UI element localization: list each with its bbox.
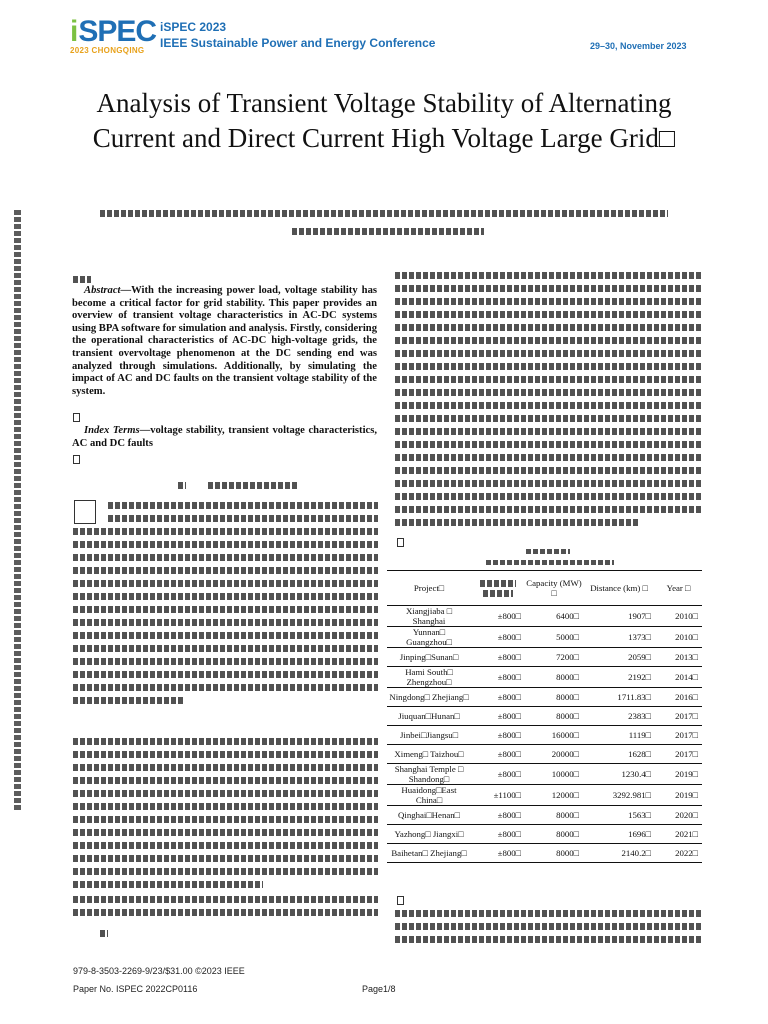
col-header-distance: Distance (km) □: [583, 571, 655, 606]
garbled-text-line: [395, 454, 702, 461]
garbled-text-line: [395, 506, 702, 513]
paragraph-mark: [73, 455, 80, 464]
cell-year: 2020□: [655, 806, 702, 825]
garbled-text-line: [395, 376, 702, 383]
cell-year: 2014□: [655, 667, 702, 688]
table-row: [387, 627, 702, 648]
col-header-project: Project□: [387, 571, 471, 606]
garbled-text-line: [395, 923, 702, 930]
cell-distance: 1119□: [583, 726, 655, 745]
cell-project: Yazhong□ Jiangxi□: [387, 825, 471, 844]
conference-short-name: iSPEC 2023: [160, 20, 227, 34]
cell-capacity: 8000□: [525, 707, 583, 726]
garbled-text-line: [73, 619, 378, 626]
cell-capacity: 10000□: [525, 764, 583, 785]
cell-distance: 1628□: [583, 745, 655, 764]
cell-distance: 1907□: [583, 606, 655, 627]
garbled-text-line: [395, 337, 702, 344]
garbled-text-line: [73, 658, 378, 665]
garbled-text-line: [73, 738, 378, 745]
garbled-text-line: [73, 593, 378, 600]
cell-year: 2013□: [655, 648, 702, 667]
cell-project: Ningdong□ Zhejiang□: [387, 688, 471, 707]
footer-page-number: Page1/8: [362, 984, 396, 994]
garbled-text-line: [73, 790, 378, 797]
garbled-text-line: [73, 881, 263, 888]
abstract-text: With the increasing power load, voltage stability has become a critical factor for grid stability. This paper provides an overview of transient voltage characteristics in AC-DC systems using BPA software for simulation and analysis. Firstly, considering the operational characteristics of AC-DC high-voltage grids, the transient overvoltage phenomenon at the DC sending end was analyzed through simulations. Additionally, by simulating the impact of AC and DC faults on the transient voltage stability of the system.: [72, 285, 377, 397]
garbled-text-line: [395, 910, 702, 917]
index-terms: Index Terms—voltage stability, transient voltage characteristics, AC and DC faults: [72, 425, 377, 449]
cell-year: 2017□: [655, 726, 702, 745]
table-row: [387, 688, 702, 707]
cell-distance: 2140.2□: [583, 844, 655, 863]
garbled-text-line: [73, 751, 378, 758]
section-heading: [208, 482, 298, 489]
garbled-text-line: [395, 480, 702, 487]
cell-voltage: ±800□: [471, 825, 525, 844]
footer-isbn: 979-8-3503-2269-9/23/$31.00 ©2023 IEEE: [73, 966, 245, 976]
table-row: [387, 825, 702, 844]
table-row: [387, 726, 702, 745]
cell-voltage: ±800□: [471, 688, 525, 707]
garbled-text-line: [395, 298, 702, 305]
cell-distance: 2192□: [583, 667, 655, 688]
table-row: [387, 648, 702, 667]
table-caption-number: [526, 549, 570, 554]
garbled-text-line: [73, 697, 183, 704]
cell-year: 2016□: [655, 688, 702, 707]
cell-capacity: 12000□: [525, 785, 583, 806]
cell-voltage: ±1100□: [471, 785, 525, 806]
cell-voltage: ±800□: [471, 606, 525, 627]
garbled-text-line: [395, 519, 640, 526]
cell-capacity: 8000□: [525, 806, 583, 825]
garbled-text-line: [73, 842, 378, 849]
garbled-text-line: [395, 324, 702, 331]
cell-capacity: 8000□: [525, 825, 583, 844]
cell-voltage: ±800□: [471, 764, 525, 785]
table-row: [387, 764, 702, 785]
col-header-capacity: Capacity (MW) □: [525, 571, 583, 606]
cell-year: 2010□: [655, 606, 702, 627]
garbled-text-line: [395, 285, 702, 292]
garbled-text-line: [395, 363, 702, 370]
cell-voltage: ±800□: [471, 667, 525, 688]
garbled-text-line: [395, 428, 702, 435]
paragraph-mark: [397, 538, 404, 547]
garbled-text-line: [395, 402, 702, 409]
cell-project: Huaidong□East China□: [387, 785, 471, 806]
cell-distance: 1696□: [583, 825, 655, 844]
garbled-text-line: [73, 829, 378, 836]
cell-capacity: 6400□: [525, 606, 583, 627]
garbled-text-line: [73, 764, 378, 771]
cell-project: Shanghai Temple □ Shandong□: [387, 764, 471, 785]
garbled-text-line: [73, 645, 378, 652]
table-row: [387, 785, 702, 806]
cell-distance: 1711.83□: [583, 688, 655, 707]
index-terms-text: voltage stability, transient voltage characteristics, AC and DC faults: [72, 425, 377, 449]
cell-distance: 1563□: [583, 806, 655, 825]
garbled-text-line: [73, 777, 378, 784]
col-header-voltage: [471, 571, 525, 606]
cell-voltage: ±800□: [471, 707, 525, 726]
garbled-text-line: [108, 502, 378, 509]
paragraph-mark: [397, 896, 404, 905]
table-row: [387, 606, 702, 627]
table-row: [387, 667, 702, 688]
cell-voltage: ±800□: [471, 627, 525, 648]
cell-project: Hami South□ Zhengzhou□: [387, 667, 471, 688]
cell-year: 2022□: [655, 844, 702, 863]
garbled-text-line: [108, 515, 378, 522]
cell-capacity: 5000□: [525, 627, 583, 648]
cell-capacity: 8000□: [525, 844, 583, 863]
author-line-1: [100, 210, 668, 217]
cell-capacity: 8000□: [525, 667, 583, 688]
abstract-label: Abstract: [84, 285, 121, 296]
garbled-text-line: [73, 567, 378, 574]
drop-cap: [74, 500, 96, 524]
garbled-text-line: [395, 441, 702, 448]
garbled-text-line: [395, 467, 702, 474]
footer-paper-number: Paper No. ISPEC 2022CP0116: [73, 984, 198, 994]
cell-distance: 2383□: [583, 707, 655, 726]
cell-year: 2017□: [655, 707, 702, 726]
cell-year: 2021□: [655, 825, 702, 844]
cell-project: Jiuquan□Hunan□: [387, 707, 471, 726]
section-number: [178, 482, 186, 489]
cell-project: Baihetan□ Zhejiang□: [387, 844, 471, 863]
cell-year: 2019□: [655, 785, 702, 806]
table-row: [387, 707, 702, 726]
col-header-year: Year □: [655, 571, 702, 606]
garbled-text-line: [73, 855, 378, 862]
garbled-text-line: [73, 816, 378, 823]
cell-project: Xiangjiaba □ Shanghai: [387, 606, 471, 627]
garbled-text-line: [395, 350, 702, 357]
cell-year: 2010□: [655, 627, 702, 648]
cell-distance: 1373□: [583, 627, 655, 648]
paragraph-mark: [73, 413, 80, 422]
conference-full-name: IEEE Sustainable Power and Energy Conference: [160, 36, 436, 50]
table-caption-title: [486, 560, 614, 565]
garbled-text-line: [395, 493, 702, 500]
cell-voltage: ±800□: [471, 745, 525, 764]
margin-side-note: [14, 210, 21, 810]
garbled-text-line: [73, 580, 378, 587]
cell-project: Yunnan□ Guangzhou□: [387, 627, 471, 648]
garbled-text-line: [100, 930, 108, 937]
garbled-text-line: [395, 311, 702, 318]
garbled-text-line: [73, 684, 378, 691]
garbled-text-line: [73, 528, 378, 535]
garbled-text-line: [73, 554, 378, 561]
cell-capacity: 7200□: [525, 648, 583, 667]
cell-project: Ximeng□ Taizhou□: [387, 745, 471, 764]
garbled-text-line: [395, 415, 702, 422]
cell-year: 2017□: [655, 745, 702, 764]
garbled-mark: [73, 276, 91, 283]
cell-project: Qinghai□Henan□: [387, 806, 471, 825]
cell-voltage: ±800□: [471, 806, 525, 825]
cell-distance: 3292.981□: [583, 785, 655, 806]
ispec-logo: iSPEC 2023 CHONGQING: [70, 15, 157, 55]
hvdc-projects-table: [387, 570, 702, 863]
garbled-text-line: [395, 389, 702, 396]
index-terms-label: Index Terms: [84, 425, 140, 436]
table-row: [387, 844, 702, 863]
garbled-text-line: [73, 632, 378, 639]
garbled-text-line: [395, 272, 702, 279]
cell-capacity: 8000□: [525, 688, 583, 707]
garbled-text-line: [73, 671, 378, 678]
garbled-text-line: [73, 909, 378, 916]
conference-date: 29–30, November 2023: [590, 41, 687, 51]
cell-distance: 2059□: [583, 648, 655, 667]
garbled-text-line: [73, 541, 378, 548]
cell-capacity: 20000□: [525, 745, 583, 764]
cell-project: Jinbei□Jiangsu□: [387, 726, 471, 745]
cell-voltage: ±800□: [471, 726, 525, 745]
garbled-text-line: [73, 803, 378, 810]
table-row: [387, 745, 702, 764]
cell-project: Jinping□Sunan□: [387, 648, 471, 667]
cell-voltage: ±800□: [471, 648, 525, 667]
cell-year: 2019□: [655, 764, 702, 785]
garbled-text-line: [395, 936, 702, 943]
paper-title: Analysis of Transient Voltage Stability of Alternating Current and Direct Current High Voltage Large Grid□: [92, 88, 676, 153]
cell-voltage: ±800□: [471, 844, 525, 863]
garbled-text-line: [73, 896, 378, 903]
garbled-text-line: [73, 868, 378, 875]
cell-capacity: 16000□: [525, 726, 583, 745]
abstract: Abstract—With the increasing power load, voltage stability has become a critical factor for grid stability. This paper provides an overview of transient voltage characteristics in AC-DC systems using BPA software for simulation and analysis. Firstly, considering the operational characteristics of AC-DC high-voltage grids, the transient overvoltage phenomenon at the DC sending end was analyzed through simulations. Additionally, by simulating the impact of AC and DC faults on the transient voltage stability of the system.: [72, 285, 377, 397]
table-row: [387, 806, 702, 825]
garbled-text-line: [73, 606, 378, 613]
cell-distance: 1230.4□: [583, 764, 655, 785]
author-line-2: [292, 228, 484, 235]
